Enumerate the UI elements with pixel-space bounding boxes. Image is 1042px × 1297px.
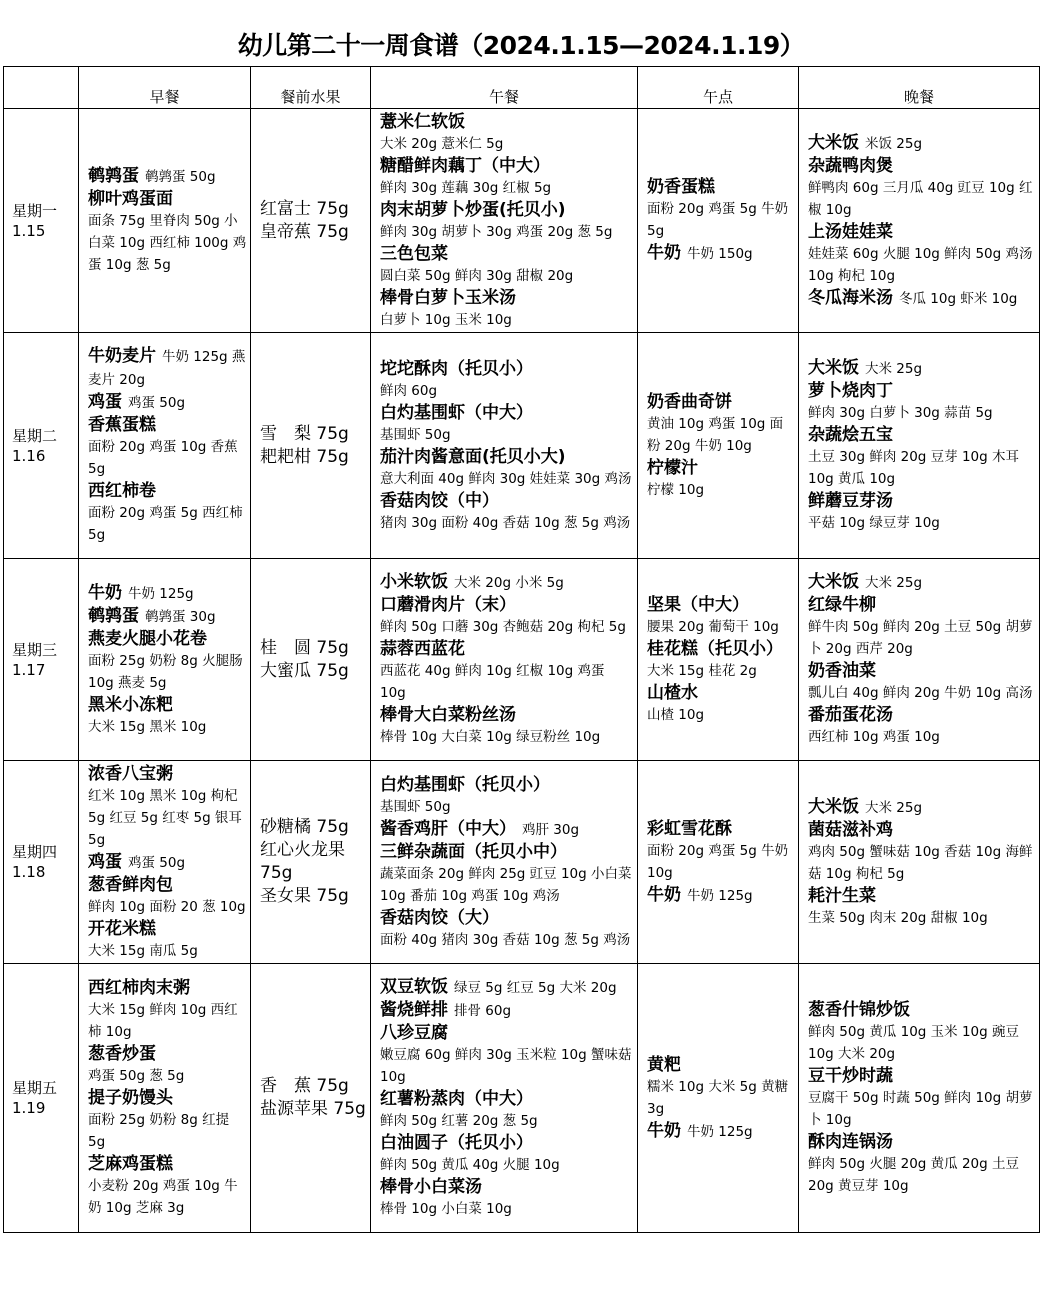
dish-name <box>88 480 247 502</box>
dish-name <box>380 358 634 380</box>
dish-name <box>808 999 1036 1021</box>
dish-ingredients: 绿豆 5g 红豆 5g 大米 20g <box>454 980 617 996</box>
dish-name <box>88 763 247 785</box>
fruit-item: 砂糖橘 75g <box>260 817 349 837</box>
dish-title: 鸡蛋 <box>88 392 122 412</box>
dinner-cell <box>799 761 1040 964</box>
dish-title: 鸡蛋 <box>88 851 122 872</box>
dish-ingredients: 棒骨 10g 大白菜 10g 绿豆粉丝 10g <box>380 729 601 745</box>
snack-cell <box>638 761 799 964</box>
dish-ingredients: 面粉 20g 鸡蛋 10g 香蕉 5g <box>88 439 238 477</box>
dish-name <box>647 682 795 704</box>
dish-ingredients: 棒骨 10g 小白菜 10g <box>380 1201 512 1217</box>
fruit-item: 盐源苹果 75g <box>260 1099 366 1119</box>
fruit-item: 皇帝蕉 75g <box>260 221 349 242</box>
dish-title: 香菇肉饺（大） <box>380 907 499 928</box>
dish-ingredients: 大米 15g 南瓜 5g <box>88 942 198 959</box>
dish-name <box>380 638 634 660</box>
fruit-item: 红富士 75g <box>260 198 349 219</box>
dish-title: 西红柿肉末粥 <box>88 978 190 998</box>
dish-title: 葱香鲜肉包 <box>88 874 173 895</box>
dish-name <box>380 594 634 616</box>
dish-name <box>808 885 1036 907</box>
dish-ingredients: 意大利面 40g 鲜肉 30g 娃娃菜 30g 鸡汤 <box>380 470 632 487</box>
dish-title: 开花米糕 <box>88 918 156 939</box>
dish-title: 黑米小冻粑 <box>88 694 173 715</box>
dish-name <box>808 155 1036 177</box>
dish-name <box>647 638 795 660</box>
dish-name <box>647 242 795 265</box>
dish-title: 芝麻鸡蛋糕 <box>88 1154 173 1174</box>
dish-ingredients: 面条 75g 里脊肉 50g 小白菜 10g 西红柿 100g 鸡蛋 10g 葱 5g <box>88 213 247 273</box>
dish-ingredients: 鹌鹑蛋 50g <box>145 169 216 185</box>
snack-cell <box>638 559 799 761</box>
dish-ingredients: 鲜肉 50g 黄瓜 40g 火腿 10g <box>380 1157 560 1173</box>
dish-ingredients: 鲜肉 30g 白萝卜 30g 蒜苗 5g <box>808 405 993 421</box>
dish-ingredients: 山楂 10g <box>647 706 705 723</box>
dish-ingredients: 糯米 10g 大米 5g 黄糖 3g <box>647 1078 789 1117</box>
dish-ingredients: 鸡肉 50g 蟹味菇 10g 香菇 10g 海鲜菇 10g 枸杞 5g <box>808 843 1033 882</box>
header-breakfast: 早餐 <box>79 67 251 109</box>
dish-title: 牛奶 <box>88 582 122 603</box>
dish-title: 豆干炒时蔬 <box>808 1066 893 1086</box>
dish-name <box>380 774 634 796</box>
dish-name <box>88 582 247 605</box>
breakfast-cell <box>79 964 251 1233</box>
day-label: 星期二 <box>12 426 58 445</box>
dish-title: 蒜蓉西蓝花 <box>380 639 465 659</box>
dish-title: 三鲜杂蔬面（托贝小中） <box>380 841 567 862</box>
lunch-cell <box>371 761 638 964</box>
menu-row <box>4 761 1040 964</box>
dish-name <box>88 694 247 716</box>
dish-ingredients: 大米 15g 桂花 2g <box>647 662 757 679</box>
dish-name <box>88 188 247 210</box>
dish-name <box>380 1132 634 1154</box>
dish-ingredients: 面粉 25g 奶粉 8g 红提 5g <box>88 1112 230 1150</box>
dish-ingredients: 柠檬 10g <box>647 481 705 498</box>
lunch-cell <box>371 964 638 1233</box>
dish-ingredients: 大米 25g <box>865 575 923 591</box>
dish-title: 桂花糕（托贝小） <box>647 638 783 659</box>
dish-title: 冬瓜海米汤 <box>808 287 893 308</box>
dish-ingredients: 鲜肉 10g 面粉 20 葱 10g <box>88 898 246 915</box>
dish-title: 红薯粉蒸肉（中大） <box>380 1089 533 1109</box>
dish-ingredients: 圆白菜 50g 鲜肉 30g 甜椒 20g <box>380 267 574 284</box>
dish-name <box>380 907 634 929</box>
breakfast-cell <box>79 333 251 559</box>
dish-name <box>808 796 1036 819</box>
dish-name <box>808 660 1036 682</box>
dish-title: 葱香炒蛋 <box>88 1044 156 1064</box>
fruit-item: 耙耙柑 75g <box>260 446 349 467</box>
day-cell <box>4 109 79 333</box>
dish-name <box>88 918 247 940</box>
dish-title: 奶香蛋糕 <box>647 177 715 197</box>
dish-title: 牛奶 <box>647 243 681 263</box>
dish-title: 小米软饭 <box>380 572 448 592</box>
dish-name <box>380 199 634 221</box>
dish-ingredients: 鸡蛋 50g <box>128 854 186 871</box>
dish-title: 鹌鹑蛋 <box>88 605 139 626</box>
day-date: 1.17 <box>12 660 46 679</box>
weekly-menu-table <box>3 66 1040 1233</box>
dish-title: 红绿牛柳 <box>808 595 876 615</box>
dish-name <box>88 1087 247 1109</box>
dinner-cell <box>799 109 1040 333</box>
dish-title: 大米饭 <box>808 796 859 817</box>
dish-name <box>808 357 1036 380</box>
dish-name <box>808 1065 1036 1087</box>
dish-title: 糖醋鲜肉藕丁（中大） <box>380 155 550 176</box>
dish-title: 鹌鹑蛋 <box>88 166 139 186</box>
dish-name <box>647 884 795 907</box>
dish-title: 酱烧鲜排 <box>380 1000 448 1020</box>
lunch-cell <box>371 559 638 761</box>
dish-ingredients: 猪肉 30g 面粉 40g 香菇 10g 葱 5g 鸡汤 <box>380 514 631 531</box>
dish-ingredients: 鲜肉 50g 红薯 20g 葱 5g <box>380 1113 538 1129</box>
fruit-cell <box>251 964 371 1233</box>
dish-title: 肉末胡萝卜炒蛋(托贝小) <box>380 199 566 220</box>
breakfast-cell <box>79 559 251 761</box>
dish-ingredients: 娃娃菜 60g 火腿 10g 鲜肉 50g 鸡汤 10g 枸杞 10g <box>808 245 1033 284</box>
day-date: 1.19 <box>12 1099 46 1117</box>
dish-title: 黄粑 <box>647 1054 681 1075</box>
dish-ingredients: 基围虾 50g <box>380 426 451 443</box>
dish-name <box>380 287 634 309</box>
dish-name <box>808 571 1036 594</box>
day-cell <box>4 964 79 1233</box>
dish-name <box>647 1054 795 1076</box>
dish-name <box>647 457 795 479</box>
dish-ingredients: 牛奶 125g <box>128 585 194 602</box>
lunch-cell <box>371 333 638 559</box>
dish-title: 柳叶鸡蛋面 <box>88 189 173 209</box>
dish-title: 牛奶 <box>647 884 681 905</box>
menu-row <box>4 109 1040 333</box>
day-label: 星期三 <box>12 640 58 659</box>
dish-title: 牛奶麦片 <box>88 346 156 366</box>
menu-row <box>4 333 1040 559</box>
dish-name <box>380 976 634 999</box>
day-cell <box>4 333 79 559</box>
dish-title: 菌菇滋补鸡 <box>808 819 893 840</box>
dish-title: 提子奶馒头 <box>88 1088 173 1108</box>
dish-name <box>88 1153 247 1175</box>
dish-ingredients: 瓢儿白 40g 鲜肉 20g 牛奶 10g 高汤 <box>808 685 1033 701</box>
dish-ingredients: 小麦粉 20g 鸡蛋 10g 牛奶 10g 芝麻 3g <box>88 1178 238 1216</box>
dish-name <box>88 1043 247 1065</box>
dish-name <box>808 380 1036 402</box>
dish-ingredients: 大米 15g 黑米 10g <box>88 718 207 735</box>
dish-ingredients: 面粉 20g 鸡蛋 5g 牛奶 5g <box>647 201 789 239</box>
dish-title: 大米饭 <box>808 572 859 592</box>
day-label: 星期四 <box>12 843 58 861</box>
dish-name <box>88 851 247 874</box>
dish-ingredients: 排骨 60g <box>454 1003 512 1019</box>
dish-ingredients: 黄油 10g 鸡蛋 10g 面粉 20g 牛奶 10g <box>647 415 784 454</box>
fruit-item: 大蜜瓜 75g <box>260 660 349 681</box>
dish-ingredients: 鲜肉 50g 口蘑 30g 杏鲍菇 20g 枸杞 5g <box>380 619 626 635</box>
dish-ingredients: 鲜肉 50g 火腿 20g 黄瓜 20g 土豆 20g 黄豆芽 10g <box>808 1156 1019 1194</box>
day-cell <box>4 559 79 761</box>
header-lunch: 午餐 <box>371 67 638 109</box>
dish-ingredients: 大米 20g 薏米仁 5g <box>380 135 504 152</box>
header-fruit: 餐前水果 <box>251 67 371 109</box>
dish-title: 番茄蛋花汤 <box>808 705 893 725</box>
dish-title: 上汤娃娃菜 <box>808 221 893 242</box>
fruit-cell <box>251 559 371 761</box>
dish-name <box>647 818 795 840</box>
dish-title: 奶香油菜 <box>808 661 876 681</box>
dish-name <box>380 490 634 512</box>
dish-name <box>647 176 795 198</box>
dish-name <box>380 402 634 424</box>
dish-name <box>808 221 1036 243</box>
dish-title: 柠檬汁 <box>647 457 698 478</box>
dish-title: 西红柿卷 <box>88 481 156 501</box>
dish-title: 酱香鸡肝（中大） <box>380 818 516 839</box>
dish-ingredients: 蔬菜面条 20g 鲜肉 25g 豇豆 10g 小白菜 10g 番茄 10g 鸡蛋 10g 鸡汤 <box>380 865 632 904</box>
dish-title: 杂蔬烩五宝 <box>808 425 893 445</box>
dish-ingredients: 大米 25g <box>865 799 923 816</box>
dish-title: 大米饭 <box>808 132 859 153</box>
page-title: 幼儿第二十一周食谱（2024.1.15—2024.1.19） <box>237 31 805 60</box>
dish-title: 白灼基围虾（托贝小） <box>380 774 550 795</box>
day-label: 星期一 <box>12 201 58 220</box>
day-date: 1.16 <box>12 446 46 465</box>
fruit-cell <box>251 761 371 964</box>
dish-name <box>380 1176 634 1198</box>
dish-title: 鲜蘑豆芽汤 <box>808 491 893 511</box>
dish-ingredients: 面粉 20g 鸡蛋 5g 牛奶 10g <box>647 842 789 881</box>
dish-title: 坨坨酥肉（托贝小） <box>380 358 533 379</box>
dish-ingredients: 西蓝花 40g 鲜肉 10g 红椒 10g 鸡蛋 10g <box>380 663 605 701</box>
dish-ingredients: 鲜肉 30g 胡萝卜 30g 鸡蛋 20g 葱 5g <box>380 223 613 240</box>
dish-ingredients: 嫩豆腐 60g 鲜肉 30g 玉米粒 10g 蟹味菇 10g <box>380 1047 632 1085</box>
dish-name <box>808 490 1036 512</box>
dish-ingredients: 鲜鸭肉 60g 三月瓜 40g 豇豆 10g 红椒 10g <box>808 179 1033 218</box>
snack-cell <box>638 109 799 333</box>
dish-ingredients: 面粉 40g 猪肉 30g 香菇 10g 葱 5g 鸡汤 <box>380 931 631 948</box>
dish-name <box>380 243 634 265</box>
dish-name <box>808 819 1036 841</box>
dish-title: 彩虹雪花酥 <box>647 818 732 839</box>
dish-ingredients: 白萝卜 10g 玉米 10g <box>380 311 512 328</box>
dish-name <box>88 874 247 896</box>
dinner-cell <box>799 964 1040 1233</box>
fruit-item: 红心火龙果 75g <box>260 840 345 883</box>
dish-name <box>380 841 634 863</box>
dish-name <box>88 628 247 650</box>
dish-ingredients: 米饭 25g <box>865 135 923 152</box>
header-day <box>4 67 79 109</box>
snack-cell <box>638 333 799 559</box>
menu-body <box>4 109 1040 1233</box>
dish-ingredients: 鸡蛋 50g 葱 5g <box>88 1068 185 1084</box>
dish-name <box>88 391 247 414</box>
dish-title: 坚果（中大） <box>647 594 749 615</box>
dish-title: 萝卜烧肉丁 <box>808 381 893 401</box>
dish-name <box>380 1088 634 1110</box>
dish-title: 酥肉连锅汤 <box>808 1132 893 1152</box>
dish-ingredients: 面粉 20g 鸡蛋 5g 西红柿 5g <box>88 505 243 543</box>
dish-title: 大米饭 <box>808 358 859 378</box>
dish-title: 口蘑滑肉片（末） <box>380 595 516 615</box>
dish-name <box>808 594 1036 616</box>
dish-ingredients: 大米 20g 小米 5g <box>454 575 564 591</box>
dish-ingredients: 面粉 25g 奶粉 8g 火腿肠 10g 燕麦 5g <box>88 652 243 691</box>
day-cell <box>4 761 79 964</box>
breakfast-cell <box>79 761 251 964</box>
dish-name <box>647 1120 795 1143</box>
dish-name <box>380 818 634 841</box>
dish-ingredients: 生菜 50g 肉末 20g 甜椒 10g <box>808 909 988 926</box>
dish-name <box>88 414 247 436</box>
dish-name <box>380 704 634 726</box>
fruit-cell <box>251 333 371 559</box>
dish-name <box>380 999 634 1022</box>
dish-ingredients: 鲜牛肉 50g 鲜肉 20g 土豆 50g 胡萝卜 20g 西芹 20g <box>808 619 1033 657</box>
dish-title: 白灼基围虾（中大） <box>380 402 533 423</box>
dish-ingredients: 平菇 10g 绿豆芽 10g <box>808 515 940 531</box>
dish-title: 浓香八宝粥 <box>88 763 173 784</box>
dish-title: 白油圆子（托贝小） <box>380 1133 533 1153</box>
dish-ingredients: 红米 10g 黑米 10g 枸杞 5g 红豆 5g 红枣 5g 银耳 5g <box>88 787 242 848</box>
dish-ingredients: 土豆 30g 鲜肉 20g 豆芽 10g 木耳 10g 黄瓜 10g <box>808 449 1019 487</box>
dish-ingredients: 牛奶 125g <box>687 1123 753 1140</box>
dish-name <box>808 424 1036 446</box>
dish-name <box>380 1022 634 1044</box>
dish-title: 棒骨大白菜粉丝汤 <box>380 705 516 725</box>
dish-title: 山楂水 <box>647 682 698 703</box>
menu-row <box>4 964 1040 1233</box>
dish-ingredients: 鹌鹑蛋 30g <box>145 608 216 625</box>
dish-name <box>88 165 247 188</box>
dinner-cell <box>799 559 1040 761</box>
dish-name <box>808 704 1036 726</box>
dish-ingredients: 牛奶 125g <box>687 887 753 904</box>
dish-name <box>88 345 247 391</box>
dish-name <box>380 446 634 468</box>
lunch-cell <box>371 109 638 333</box>
dish-title: 棒骨白萝卜玉米汤 <box>380 287 516 308</box>
dish-title: 葱香什锦炒饭 <box>808 1000 910 1020</box>
dish-title: 薏米仁软饭 <box>380 111 465 132</box>
dish-ingredients: 大米 25g <box>865 361 923 377</box>
dish-ingredients: 大米 15g 鲜肉 10g 西红柿 10g <box>88 1002 238 1040</box>
dish-ingredients: 西红柿 10g 鸡蛋 10g <box>808 729 940 745</box>
dish-ingredients: 鸡肝 30g <box>522 821 580 838</box>
dish-ingredients: 冬瓜 10g 虾米 10g <box>899 290 1018 307</box>
dish-name <box>808 1131 1036 1153</box>
dish-ingredients: 豆腐干 50g 时蔬 50g 鲜肉 10g 胡萝卜 10g <box>808 1090 1033 1128</box>
dish-name <box>808 132 1036 155</box>
dish-title: 奶香曲奇饼 <box>647 391 732 412</box>
dish-name <box>88 977 247 999</box>
breakfast-cell <box>79 109 251 333</box>
dish-title: 三色包菜 <box>380 243 448 264</box>
day-label: 星期五 <box>12 1079 58 1097</box>
fruit-item: 香 蕉 75g <box>260 1076 349 1096</box>
dish-name <box>647 594 795 616</box>
dish-ingredients: 牛奶 125g 燕麦片 20g <box>88 349 246 388</box>
dish-title: 牛奶 <box>647 1120 681 1141</box>
dish-ingredients: 鲜肉 50g 黄瓜 10g 玉米 10g 豌豆 10g 大米 20g <box>808 1024 1019 1062</box>
dinner-cell <box>799 333 1040 559</box>
dish-title: 茄汁肉酱意面(托贝小大) <box>380 446 566 467</box>
dish-title: 棒骨小白菜汤 <box>380 1177 482 1197</box>
dish-title: 双豆软饭 <box>380 977 448 997</box>
dish-title: 八珍豆腐 <box>380 1023 448 1043</box>
snack-cell <box>638 964 799 1233</box>
menu-row <box>4 559 1040 761</box>
day-date: 1.18 <box>12 863 46 881</box>
dish-name <box>808 287 1036 310</box>
dish-title: 香菇肉饺（中） <box>380 490 499 511</box>
dish-ingredients: 腰果 20g 葡萄干 10g <box>647 618 779 635</box>
dish-title: 耗汁生菜 <box>808 885 876 906</box>
dish-title: 燕麦火腿小花卷 <box>88 628 207 649</box>
dish-ingredients: 鲜肉 60g <box>380 382 438 399</box>
header-snack: 午点 <box>638 67 799 109</box>
fruit-item: 桂 圆 75g <box>260 637 349 658</box>
dish-name <box>647 391 795 413</box>
dish-name <box>380 111 634 133</box>
dish-ingredients: 鲜肉 30g 莲藕 30g 红椒 5g <box>380 179 552 196</box>
header-dinner: 晚餐 <box>799 67 1040 109</box>
dish-name <box>380 155 634 177</box>
day-date: 1.15 <box>12 221 46 240</box>
dish-title: 杂蔬鸭肉煲 <box>808 155 893 176</box>
dish-ingredients: 牛奶 150g <box>687 246 753 262</box>
fruit-cell <box>251 109 371 333</box>
header-row <box>4 67 1040 109</box>
fruit-item: 圣女果 75g <box>260 886 349 906</box>
dish-title: 香蕉蛋糕 <box>88 415 156 435</box>
dish-name <box>88 605 247 628</box>
dish-name <box>380 571 634 594</box>
dish-ingredients: 鸡蛋 50g <box>128 395 186 411</box>
dish-ingredients: 基围虾 50g <box>380 798 451 815</box>
fruit-item: 雪 梨 75g <box>260 423 349 444</box>
